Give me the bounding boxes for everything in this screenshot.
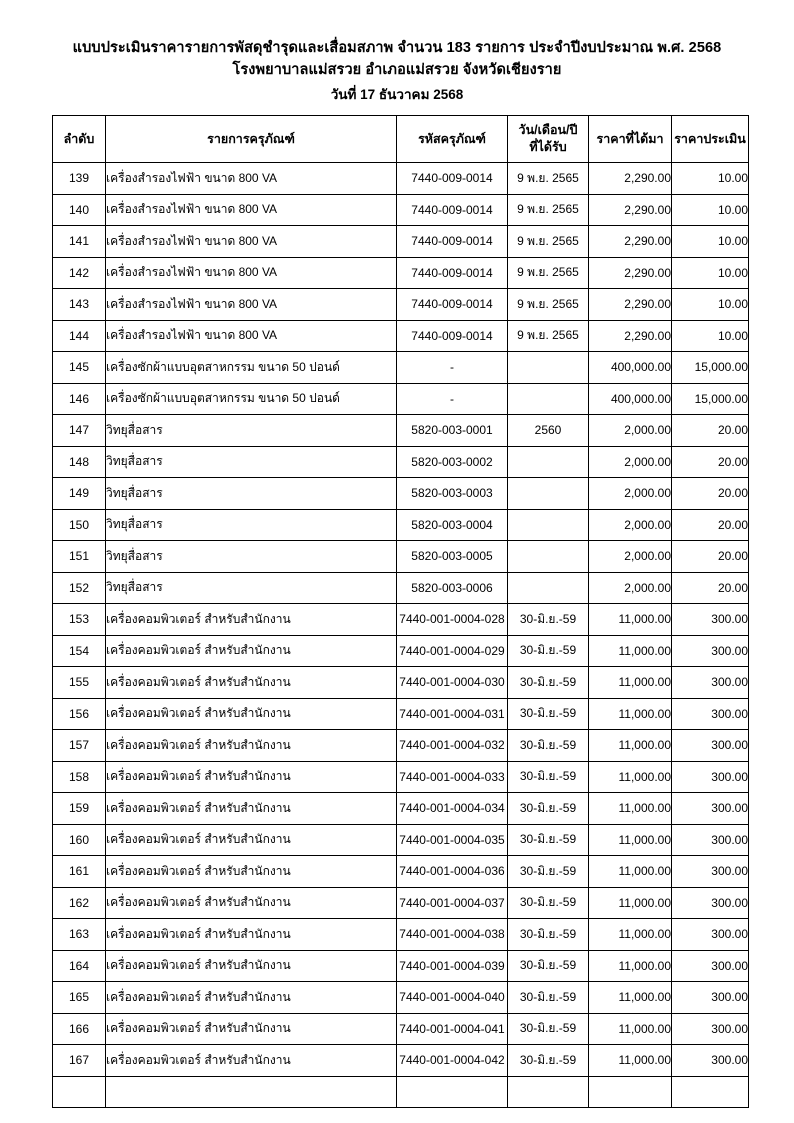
cell-seq: 144 xyxy=(53,320,106,352)
table-row xyxy=(53,856,749,888)
cell-seq: 157 xyxy=(53,730,106,762)
cell-seq: 162 xyxy=(53,887,106,919)
cell-assess: 300.00 xyxy=(672,982,749,1014)
document-header xyxy=(52,38,742,107)
table-row xyxy=(53,383,749,415)
table-body xyxy=(53,163,749,1108)
cell-date: 30-มิ.ย.-59 xyxy=(508,919,589,951)
column-header-price: ราคาที่ได้มา xyxy=(589,116,672,163)
cell-price: 2,290.00 xyxy=(589,320,672,352)
cell-name: เครื่องคอมพิวเตอร์ สำหรับสำนักงาน xyxy=(106,824,397,856)
column-header-seq: ลำดับ xyxy=(53,116,106,163)
cell-assess: 300.00 xyxy=(672,635,749,667)
cell-seq: 149 xyxy=(53,478,106,510)
cell-code: 7440-001-0004-037 xyxy=(397,887,508,919)
asset-assessment-table xyxy=(52,115,749,1108)
cell-name: เครื่องคอมพิวเตอร์ สำหรับสำนักงาน xyxy=(106,950,397,982)
cell-code: 5820-003-0002 xyxy=(397,446,508,478)
cell-code: - xyxy=(397,352,508,384)
cell-assess: 10.00 xyxy=(672,163,749,195)
cell-assess: 10.00 xyxy=(672,289,749,321)
cell-seq: 152 xyxy=(53,572,106,604)
cell-name: วิทยุสื่อสาร xyxy=(106,446,397,478)
cell-price: 11,000.00 xyxy=(589,887,672,919)
table-row xyxy=(53,509,749,541)
table-row xyxy=(53,604,749,636)
cell-name: เครื่องซักผ้าแบบอุตสาหกรรม ขนาด 50 ปอนด์ xyxy=(106,383,397,415)
cell-date xyxy=(508,446,589,478)
cell-name: เครื่องคอมพิวเตอร์ สำหรับสำนักงาน xyxy=(106,887,397,919)
cell-date: 30-มิ.ย.-59 xyxy=(508,856,589,888)
document-title-line-2: โรงพยาบาลแม่สรวย อำเภอแม่สรวย จังหวัดเชียงราย xyxy=(232,61,562,78)
cell-price: 400,000.00 xyxy=(589,352,672,384)
table-row xyxy=(53,289,749,321)
cell-assess: 300.00 xyxy=(672,919,749,951)
filler-cell xyxy=(397,1076,508,1108)
column-header-date-line-2: ที่ได้รับ xyxy=(529,140,567,155)
table-filler-row xyxy=(53,1076,749,1108)
cell-date xyxy=(508,383,589,415)
table-row xyxy=(53,478,749,510)
cell-code: 7440-001-0004-036 xyxy=(397,856,508,888)
cell-assess: 10.00 xyxy=(672,320,749,352)
table-row xyxy=(53,919,749,951)
cell-date xyxy=(508,478,589,510)
cell-code: 7440-001-0004-033 xyxy=(397,761,508,793)
cell-date: 9 พ.ย. 2565 xyxy=(508,226,589,258)
cell-price: 2,290.00 xyxy=(589,163,672,195)
cell-name: เครื่องสำรองไฟฟ้า ขนาด 800 VA xyxy=(106,320,397,352)
document-date-line: วันที่ 17 ธันวาคม 2568 xyxy=(330,86,464,102)
cell-code: 7440-001-0004-032 xyxy=(397,730,508,762)
filler-cell xyxy=(106,1076,397,1108)
cell-code: 7440-009-0014 xyxy=(397,289,508,321)
cell-name: เครื่องคอมพิวเตอร์ สำหรับสำนักงาน xyxy=(106,1045,397,1077)
filler-cell xyxy=(672,1076,749,1108)
cell-name: วิทยุสื่อสาร xyxy=(106,478,397,510)
cell-name: เครื่องคอมพิวเตอร์ สำหรับสำนักงาน xyxy=(106,1013,397,1045)
cell-seq: 167 xyxy=(53,1045,106,1077)
cell-code: 7440-009-0014 xyxy=(397,194,508,226)
cell-name: เครื่องสำรองไฟฟ้า ขนาด 800 VA xyxy=(106,289,397,321)
cell-name: เครื่องคอมพิวเตอร์ สำหรับสำนักงาน xyxy=(106,730,397,762)
table-row xyxy=(53,194,749,226)
cell-name: วิทยุสื่อสาร xyxy=(106,572,397,604)
cell-code: - xyxy=(397,383,508,415)
cell-price: 2,000.00 xyxy=(589,541,672,573)
cell-price: 400,000.00 xyxy=(589,383,672,415)
cell-date xyxy=(508,509,589,541)
cell-code: 7440-001-0004-038 xyxy=(397,919,508,951)
cell-seq: 142 xyxy=(53,257,106,289)
cell-date: 9 พ.ย. 2565 xyxy=(508,163,589,195)
cell-seq: 153 xyxy=(53,604,106,636)
cell-name: วิทยุสื่อสาร xyxy=(106,541,397,573)
cell-date: 30-มิ.ย.-59 xyxy=(508,604,589,636)
cell-code: 7440-001-0004-031 xyxy=(397,698,508,730)
cell-price: 11,000.00 xyxy=(589,1013,672,1045)
cell-assess: 10.00 xyxy=(672,257,749,289)
cell-date xyxy=(508,541,589,573)
table-row xyxy=(53,415,749,447)
cell-assess: 10.00 xyxy=(672,226,749,258)
cell-code: 7440-001-0004-029 xyxy=(397,635,508,667)
cell-price: 11,000.00 xyxy=(589,635,672,667)
cell-code: 7440-001-0004-028 xyxy=(397,604,508,636)
cell-price: 2,290.00 xyxy=(589,194,672,226)
cell-price: 2,000.00 xyxy=(589,572,672,604)
cell-date xyxy=(508,572,589,604)
cell-price: 11,000.00 xyxy=(589,1045,672,1077)
cell-date: 9 พ.ย. 2565 xyxy=(508,320,589,352)
cell-date: 30-มิ.ย.-59 xyxy=(508,824,589,856)
column-header-name: รายการครุภัณฑ์ xyxy=(106,116,397,163)
cell-assess: 300.00 xyxy=(672,887,749,919)
cell-price: 2,000.00 xyxy=(589,509,672,541)
cell-assess: 300.00 xyxy=(672,793,749,825)
cell-assess: 15,000.00 xyxy=(672,352,749,384)
cell-name: เครื่องคอมพิวเตอร์ สำหรับสำนักงาน xyxy=(106,919,397,951)
cell-name: เครื่องคอมพิวเตอร์ สำหรับสำนักงาน xyxy=(106,982,397,1014)
cell-assess: 20.00 xyxy=(672,415,749,447)
cell-seq: 147 xyxy=(53,415,106,447)
cell-code: 7440-001-0004-041 xyxy=(397,1013,508,1045)
cell-assess: 300.00 xyxy=(672,1013,749,1045)
cell-seq: 154 xyxy=(53,635,106,667)
cell-code: 7440-001-0004-035 xyxy=(397,824,508,856)
cell-price: 11,000.00 xyxy=(589,824,672,856)
cell-price: 11,000.00 xyxy=(589,919,672,951)
table-row xyxy=(53,730,749,762)
table-row xyxy=(53,1013,749,1045)
cell-assess: 300.00 xyxy=(672,1045,749,1077)
cell-assess: 20.00 xyxy=(672,541,749,573)
table-row xyxy=(53,446,749,478)
cell-code: 7440-001-0004-042 xyxy=(397,1045,508,1077)
cell-seq: 159 xyxy=(53,793,106,825)
cell-code: 7440-009-0014 xyxy=(397,163,508,195)
cell-assess: 300.00 xyxy=(672,824,749,856)
cell-date: 30-มิ.ย.-59 xyxy=(508,698,589,730)
document-title-line-1: แบบประเมินราคารายการพัสดุชำรุดและเสื่อมสภาพ จำนวน 183 รายการ ประจำปีงบประมาณ พ.ศ. 2568 xyxy=(72,40,722,56)
cell-name: เครื่องสำรองไฟฟ้า ขนาด 800 VA xyxy=(106,226,397,258)
cell-code: 7440-001-0004-034 xyxy=(397,793,508,825)
table-row xyxy=(53,698,749,730)
cell-date: 30-มิ.ย.-59 xyxy=(508,1045,589,1077)
cell-name: เครื่องคอมพิวเตอร์ สำหรับสำนักงาน xyxy=(106,761,397,793)
table-row xyxy=(53,320,749,352)
cell-price: 11,000.00 xyxy=(589,856,672,888)
cell-assess: 15,000.00 xyxy=(672,383,749,415)
cell-assess: 300.00 xyxy=(672,856,749,888)
cell-name: วิทยุสื่อสาร xyxy=(106,415,397,447)
cell-price: 2,000.00 xyxy=(589,478,672,510)
cell-seq: 160 xyxy=(53,824,106,856)
cell-price: 11,000.00 xyxy=(589,667,672,699)
cell-code: 7440-001-0004-039 xyxy=(397,950,508,982)
cell-name: เครื่องซักผ้าแบบอุตสาหกรรม ขนาด 50 ปอนด์ xyxy=(106,352,397,384)
cell-code: 7440-009-0014 xyxy=(397,226,508,258)
cell-price: 11,000.00 xyxy=(589,730,672,762)
cell-date: 30-มิ.ย.-59 xyxy=(508,667,589,699)
cell-code: 7440-001-0004-030 xyxy=(397,667,508,699)
cell-price: 11,000.00 xyxy=(589,982,672,1014)
cell-seq: 148 xyxy=(53,446,106,478)
cell-code: 5820-003-0006 xyxy=(397,572,508,604)
cell-seq: 161 xyxy=(53,856,106,888)
table-row xyxy=(53,761,749,793)
table-row xyxy=(53,887,749,919)
cell-assess: 20.00 xyxy=(672,446,749,478)
cell-assess: 20.00 xyxy=(672,478,749,510)
cell-seq: 145 xyxy=(53,352,106,384)
cell-code: 5820-003-0003 xyxy=(397,478,508,510)
cell-price: 11,000.00 xyxy=(589,761,672,793)
table-row xyxy=(53,635,749,667)
cell-seq: 139 xyxy=(53,163,106,195)
cell-date: 30-มิ.ย.-59 xyxy=(508,1013,589,1045)
cell-seq: 163 xyxy=(53,919,106,951)
table-row xyxy=(53,1045,749,1077)
cell-name: เครื่องสำรองไฟฟ้า ขนาด 800 VA xyxy=(106,194,397,226)
cell-seq: 158 xyxy=(53,761,106,793)
cell-seq: 166 xyxy=(53,1013,106,1045)
cell-seq: 151 xyxy=(53,541,106,573)
cell-seq: 165 xyxy=(53,982,106,1014)
cell-code: 7440-001-0004-040 xyxy=(397,982,508,1014)
cell-name: เครื่องคอมพิวเตอร์ สำหรับสำนักงาน xyxy=(106,698,397,730)
table-row xyxy=(53,352,749,384)
table-row xyxy=(53,793,749,825)
cell-date: 9 พ.ย. 2565 xyxy=(508,257,589,289)
cell-seq: 164 xyxy=(53,950,106,982)
cell-assess: 20.00 xyxy=(672,572,749,604)
cell-date: 30-มิ.ย.-59 xyxy=(508,635,589,667)
cell-name: เครื่องคอมพิวเตอร์ สำหรับสำนักงาน xyxy=(106,793,397,825)
cell-code: 5820-003-0004 xyxy=(397,509,508,541)
table-row xyxy=(53,541,749,573)
table-row xyxy=(53,572,749,604)
cell-assess: 300.00 xyxy=(672,604,749,636)
cell-seq: 150 xyxy=(53,509,106,541)
column-header-date xyxy=(508,116,589,163)
column-header-assess: ราคาประเมิน xyxy=(672,116,749,163)
cell-date: 2560 xyxy=(508,415,589,447)
cell-seq: 140 xyxy=(53,194,106,226)
table-head xyxy=(53,116,749,163)
filler-cell xyxy=(53,1076,106,1108)
filler-cell xyxy=(589,1076,672,1108)
filler-cell xyxy=(508,1076,589,1108)
cell-assess: 300.00 xyxy=(672,950,749,982)
table-row xyxy=(53,226,749,258)
cell-date xyxy=(508,352,589,384)
cell-date: 30-มิ.ย.-59 xyxy=(508,761,589,793)
table-row xyxy=(53,163,749,195)
cell-date: 9 พ.ย. 2565 xyxy=(508,194,589,226)
cell-price: 2,290.00 xyxy=(589,226,672,258)
table-row xyxy=(53,667,749,699)
cell-assess: 300.00 xyxy=(672,667,749,699)
cell-name: เครื่องคอมพิวเตอร์ สำหรับสำนักงาน xyxy=(106,604,397,636)
cell-price: 11,000.00 xyxy=(589,698,672,730)
cell-price: 11,000.00 xyxy=(589,793,672,825)
cell-assess: 10.00 xyxy=(672,194,749,226)
cell-name: เครื่องคอมพิวเตอร์ สำหรับสำนักงาน xyxy=(106,635,397,667)
cell-code: 5820-003-0001 xyxy=(397,415,508,447)
table-header-row xyxy=(53,116,749,163)
table-row xyxy=(53,982,749,1014)
cell-name: เครื่องคอมพิวเตอร์ สำหรับสำนักงาน xyxy=(106,856,397,888)
cell-date: 30-มิ.ย.-59 xyxy=(508,793,589,825)
cell-price: 11,000.00 xyxy=(589,604,672,636)
cell-assess: 300.00 xyxy=(672,730,749,762)
cell-name: เครื่องสำรองไฟฟ้า ขนาด 800 VA xyxy=(106,163,397,195)
cell-code: 7440-009-0014 xyxy=(397,257,508,289)
table-row xyxy=(53,824,749,856)
cell-assess: 20.00 xyxy=(672,509,749,541)
cell-seq: 155 xyxy=(53,667,106,699)
cell-date: 30-มิ.ย.-59 xyxy=(508,950,589,982)
cell-seq: 146 xyxy=(53,383,106,415)
cell-name: วิทยุสื่อสาร xyxy=(106,509,397,541)
cell-price: 2,000.00 xyxy=(589,415,672,447)
cell-seq: 141 xyxy=(53,226,106,258)
cell-name: เครื่องสำรองไฟฟ้า ขนาด 800 VA xyxy=(106,257,397,289)
cell-price: 2,000.00 xyxy=(589,446,672,478)
cell-assess: 300.00 xyxy=(672,761,749,793)
cell-code: 5820-003-0005 xyxy=(397,541,508,573)
cell-date: 30-มิ.ย.-59 xyxy=(508,982,589,1014)
table-row xyxy=(53,950,749,982)
cell-date: 9 พ.ย. 2565 xyxy=(508,289,589,321)
column-header-code: รหัสครุภัณฑ์ xyxy=(397,116,508,163)
cell-price: 2,290.00 xyxy=(589,257,672,289)
table-row xyxy=(53,257,749,289)
cell-assess: 300.00 xyxy=(672,698,749,730)
cell-date: 30-มิ.ย.-59 xyxy=(508,730,589,762)
cell-code: 7440-009-0014 xyxy=(397,320,508,352)
cell-price: 2,290.00 xyxy=(589,289,672,321)
cell-price: 11,000.00 xyxy=(589,950,672,982)
cell-name: เครื่องคอมพิวเตอร์ สำหรับสำนักงาน xyxy=(106,667,397,699)
column-header-date-line-1: วัน/เดือน/ปี xyxy=(518,123,578,138)
cell-seq: 143 xyxy=(53,289,106,321)
cell-date: 30-มิ.ย.-59 xyxy=(508,887,589,919)
cell-seq: 156 xyxy=(53,698,106,730)
